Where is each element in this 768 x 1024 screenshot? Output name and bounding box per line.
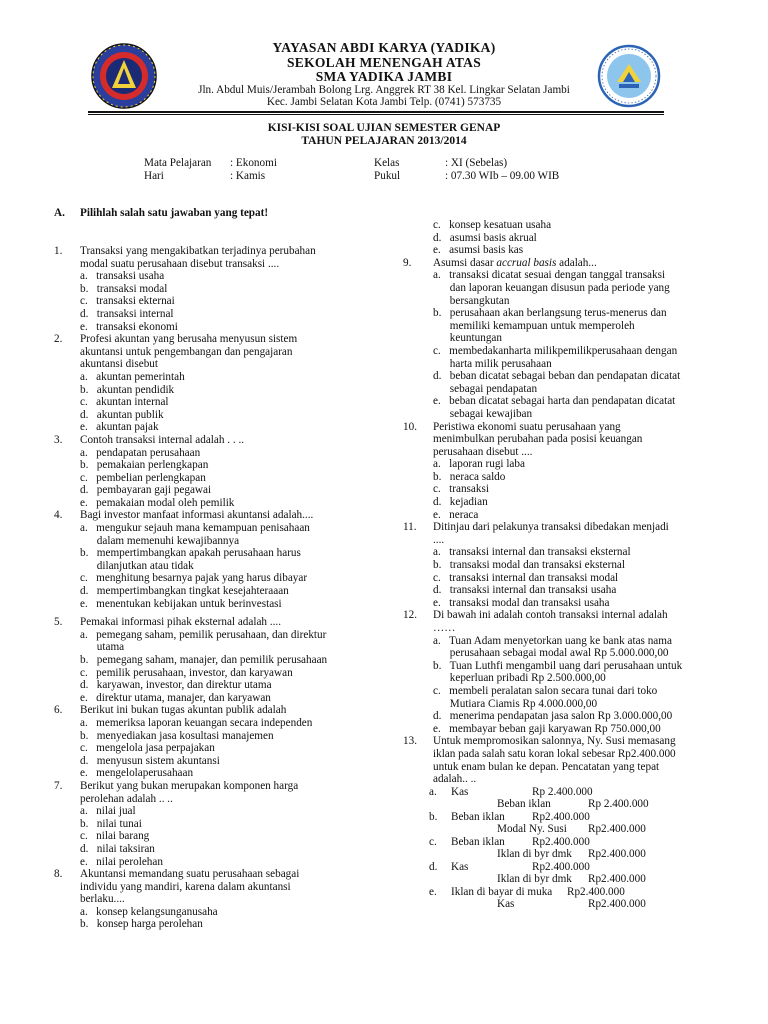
line-text: dan laporan keuangan disusun pada periode yang xyxy=(433,281,670,294)
question-text-line xyxy=(80,371,327,384)
question-text-line xyxy=(433,773,682,786)
line-text: bersangkutan xyxy=(433,294,510,307)
question-stem-line xyxy=(403,521,682,534)
line-text: menimbulkan perubahan pada posisi keuangan xyxy=(433,433,643,446)
question-text-line xyxy=(433,332,682,345)
question-text-line xyxy=(80,459,327,472)
line-text: a. konsep kelangsunganusaha xyxy=(80,905,218,918)
question-text-line xyxy=(80,270,327,283)
question-text-line xyxy=(433,307,682,320)
day-value: : Kamis xyxy=(230,170,266,182)
journal-debit-account: Beban iklan xyxy=(451,811,505,823)
question-text-line xyxy=(80,906,327,919)
line-text: a. mengukur sejauh mana kemampuan penisahaan xyxy=(80,522,310,535)
question-text-line xyxy=(80,629,327,642)
question-text-line xyxy=(433,509,682,522)
journal-credit-account: Beban iklan xyxy=(497,798,551,810)
journal-debit-account: Kas xyxy=(451,861,469,873)
question-text-line xyxy=(433,572,682,585)
question-text-line xyxy=(433,370,682,383)
line-text: sebagai kewajiban xyxy=(433,407,533,420)
question-number: 2. xyxy=(54,333,63,346)
line-text: c. transaksi xyxy=(433,483,489,496)
question-text-line xyxy=(433,282,682,295)
line-text: harta milik perusahaan xyxy=(433,357,552,370)
question-text-line xyxy=(433,483,682,496)
line-text: Berikut ini bukan tugas akuntan publik adalah xyxy=(80,704,287,717)
line-text: d. menerima pendapatan jasa salon Rp 3.000.000,00 xyxy=(433,710,673,723)
line-text: d. asumsi basis akrual xyxy=(433,231,537,244)
school-logo-icon xyxy=(90,42,158,110)
line-text: modal suatu perusahaan disebut transaksi .... xyxy=(80,257,280,270)
question-text-line xyxy=(433,358,682,371)
line-text: e. transaksi modal dan transaksi usaha xyxy=(433,596,610,609)
line-text: a. memeriksa laporan keuangan secara independen xyxy=(80,716,313,729)
question-text-line xyxy=(80,830,327,843)
line-text: perolehan adalah .. .. xyxy=(80,792,173,805)
line-text: e. mengelolaperusahaan xyxy=(80,767,194,780)
line-text: utama xyxy=(80,641,125,654)
question-text-line xyxy=(433,458,682,471)
line-text: d. transaksi internal dan transaksi usaha xyxy=(433,584,617,597)
question-text-line xyxy=(433,433,682,446)
journal-debit-amount: Rp2.400.000 xyxy=(532,811,590,823)
subject-label: Mata Pelajaran xyxy=(144,157,212,169)
line-text: c. akuntan internal xyxy=(80,396,169,409)
line-text: c. pembelian perlengkapan xyxy=(80,471,206,484)
question-text-line xyxy=(433,546,682,559)
journal-debit-amount: Rp2.400.000 xyxy=(532,861,590,873)
question-text-line xyxy=(80,409,327,422)
line-text: b. menyediakan jasa kosultasi manajemen xyxy=(80,729,274,742)
class-label: Kelas xyxy=(374,157,400,169)
journal-option-letter: a. xyxy=(429,786,437,798)
question-stem-line xyxy=(403,609,682,622)
line-text: memiliki kemampuan untuk memperoleh xyxy=(433,319,635,332)
line-text: Di bawah ini adalah contoh transaksi internal adalah xyxy=(433,609,668,622)
question-text-line xyxy=(80,818,327,831)
line-text: b. perusahaan akan berlangsung terus-menerus dan xyxy=(433,307,667,320)
question-text-line xyxy=(433,471,682,484)
line-text: akuntansi untuk pengembangan dan pengajaran xyxy=(80,345,293,358)
question-text-line xyxy=(80,679,327,692)
question-text-line xyxy=(80,755,327,768)
question-text-line xyxy=(433,232,682,245)
line-text: untuk enam bulan ke depan. Pencatatan yang tepat xyxy=(433,760,660,773)
question-text-line xyxy=(80,805,327,818)
document-title: KISI-KISI SOAL UJIAN SEMESTER GENAP xyxy=(267,122,501,134)
question-text-line xyxy=(80,497,327,510)
line-text: perusahaan sebagai modal awal Rp 5.000.000,00 xyxy=(433,647,669,660)
line-text: individu yang mandiri, karena dalam akuntansi xyxy=(80,880,291,893)
question-text-line xyxy=(433,345,682,358)
line-text: b. nilai tunai xyxy=(80,817,142,830)
line-text: Peristiwa ekonomi suatu perusahaan yang xyxy=(433,420,621,433)
question-text-line xyxy=(80,572,327,585)
question-text-line xyxy=(80,585,327,598)
line-text: perusahaan disebut .... xyxy=(433,445,533,458)
question-stem-line xyxy=(54,868,327,881)
line-text: a. akuntan pemerintah xyxy=(80,370,185,383)
question-number: 10. xyxy=(403,420,417,433)
subject-value: : Ekonomi xyxy=(230,157,277,169)
question-text-line xyxy=(80,692,327,705)
question-stem-line xyxy=(403,735,682,748)
line-text: e. beban dicatat sebagai harta dan pendapatan dicatat xyxy=(433,395,676,408)
question-text-line xyxy=(433,723,682,736)
line-text: b. konsep harga perolehan xyxy=(80,918,203,931)
question-text-line xyxy=(433,496,682,509)
line-text: e. direktur utama, manajer, dan karyawan xyxy=(80,691,271,704)
journal-credit-account: Modal Ny. Susi xyxy=(497,823,567,835)
question-text-line xyxy=(80,258,327,271)
question-stem-line xyxy=(403,420,682,434)
question-text-line xyxy=(80,321,327,334)
line-text: berlaku.... xyxy=(80,893,125,906)
questions-right-column xyxy=(403,219,683,786)
question-text-line xyxy=(80,308,327,321)
line-text: b. pemakaian perlengkapan xyxy=(80,459,209,472)
question-text-line xyxy=(433,622,682,635)
line-text: a. pemegang saham, pemilik perusahaan, dan direktur xyxy=(80,628,327,641)
line-text: b. Tuan Luthfi mengambil uang dari perusahaan untuk xyxy=(433,659,683,672)
line-text: akuntansi disebut xyxy=(80,358,158,371)
question-text-line xyxy=(80,881,327,894)
document-subtitle: TAHUN PELAJARAN 2013/2014 xyxy=(301,135,467,147)
question-stem-line xyxy=(54,509,327,522)
line-text: dilanjutkan atau tidak xyxy=(80,559,194,572)
question-number: 9. xyxy=(403,256,412,269)
question-text-line xyxy=(80,667,327,680)
question-stem-line xyxy=(54,779,327,793)
question-text-line xyxy=(80,283,327,296)
class-value: : XI (Sebelas) xyxy=(445,157,508,169)
line-text: Akuntansi memandang suatu perusahaan sebagai xyxy=(80,868,300,881)
question-text-line xyxy=(80,918,327,931)
question-text-line xyxy=(80,654,327,667)
line-text: a. nilai jual xyxy=(80,805,136,818)
question-text-line xyxy=(80,767,327,780)
line-text: e. membayar beban gaji karyawan Rp 750.000,00 xyxy=(433,722,661,735)
line-text: sebagai pendapatan xyxy=(433,382,538,395)
question-text-line xyxy=(80,346,327,359)
question-number: 5. xyxy=(54,616,63,629)
question-text-line xyxy=(433,597,682,610)
question-text-line xyxy=(80,547,327,560)
journal-debit-amount: Rp2.400.000 xyxy=(567,886,625,898)
line-text: d. menyusun sistem akuntansi xyxy=(80,754,220,767)
line-text: e. neraca xyxy=(433,508,479,521)
question-text-line xyxy=(433,534,682,547)
line-text: e. asumsi basis kas xyxy=(433,244,524,257)
question-text-line xyxy=(433,408,682,421)
question-text-line xyxy=(80,843,327,856)
question-text-line xyxy=(433,748,682,761)
question-text-line xyxy=(80,396,327,409)
question-stem-line xyxy=(54,704,327,717)
question-text-line xyxy=(80,742,327,755)
line-text: a. Tuan Adam menyetorkan uang ke bank atas nama xyxy=(433,634,672,647)
question-text-line xyxy=(80,384,327,397)
time-label: Pukul xyxy=(374,170,401,182)
question-text-line xyxy=(433,219,682,232)
question-text-line xyxy=(80,730,327,743)
journal-credit-amount: Rp2.400.000 xyxy=(588,848,646,860)
line-text: d. mempertimbangkan tingkat kesejahteraaan xyxy=(80,585,289,598)
question-text-line xyxy=(433,295,682,308)
question-text-line xyxy=(433,710,682,723)
question-text-line xyxy=(80,717,327,730)
line-text: Mutiara Ciamis Rp 4.000.000,00 xyxy=(433,697,598,710)
line-text: e. nilai perolehan xyxy=(80,855,163,868)
journal-debit-account: Kas xyxy=(451,786,469,798)
line-text: iklan pada salah satu koran lokal sebesar Rp2.400.000 xyxy=(433,747,676,760)
question-number: 8. xyxy=(54,868,63,881)
line-text: Profesi akuntan yang berusaha menyusun sistem xyxy=(80,333,298,346)
question-text-line xyxy=(80,358,327,371)
header-divider xyxy=(88,111,664,113)
line-text: c. transaksi internal dan transaksi modal xyxy=(433,571,619,584)
journal-option-letter: b. xyxy=(429,811,438,823)
line-text: Bagi investor manfaat informasi akuntansi adalah.... xyxy=(80,509,314,522)
question-text-line xyxy=(80,598,327,611)
question-text-line xyxy=(433,635,682,648)
journal-credit-account: Kas xyxy=(497,898,515,910)
journal-debit-account: Beban iklan xyxy=(451,836,505,848)
line-text: d. pembayaran gaji pegawai xyxy=(80,484,212,497)
line-text: b. transaksi modal dan transaksi eksternal xyxy=(433,559,626,572)
question-stem-line xyxy=(403,256,682,270)
section-heading xyxy=(54,207,269,219)
question-text-line xyxy=(433,320,682,333)
line-text: a. pendapatan perusahaan xyxy=(80,446,201,459)
line-text: c. membeli peralatan salon secara tunai dari toko xyxy=(433,684,658,697)
question-text-line xyxy=(433,446,682,459)
question-text-line xyxy=(433,584,682,597)
question-number: 11. xyxy=(403,521,417,534)
question-text-line xyxy=(80,893,327,906)
line-text: dalam memenuhi kewajibannya xyxy=(80,534,240,547)
journal-credit-account: Iklan di byr dmk xyxy=(497,848,572,860)
school-name: SMA YADIKA JAMBI xyxy=(315,69,453,84)
line-text: c. nilai barang xyxy=(80,830,150,843)
journal-credit-account: Iklan di byr dmk xyxy=(497,873,572,885)
question-number: 4. xyxy=(54,509,63,522)
line-text: a. laporan rugi laba xyxy=(433,458,525,471)
line-text: Contoh transaksi internal adalah . . .. xyxy=(80,433,245,446)
time-value: : 07.30 WIb – 09.00 WIB xyxy=(445,170,560,182)
line-text: c. pemilik perusahaan, investor, dan karyawan xyxy=(80,666,293,679)
line-text: adalah.. .. xyxy=(433,773,477,786)
journal-option-letter: c. xyxy=(429,836,437,848)
journal-credit-amount: Rp2.400.000 xyxy=(588,873,646,885)
journal-option-letter: d. xyxy=(429,861,438,873)
section-letter: A. xyxy=(54,207,65,219)
school-type: SEKOLAH MENENGAH ATAS xyxy=(286,55,482,70)
question-text-line xyxy=(80,421,327,434)
day-label: Hari xyxy=(144,170,164,182)
header-divider-thin xyxy=(88,114,664,115)
line-text: d. beban dicatat sebagai beban dan pendapatan dicatat xyxy=(433,370,681,383)
line-text: Asumsi dasar accrual basis adalah... xyxy=(433,256,597,269)
line-text: keuntungan xyxy=(433,332,502,345)
question-text-line xyxy=(433,647,682,660)
question-text-line xyxy=(433,395,682,408)
question-text-line xyxy=(433,559,682,572)
question-text-line xyxy=(433,761,682,774)
line-text: Untuk mempromosikan salonnya, Ny. Susi memasang xyxy=(433,735,676,748)
question-text-line xyxy=(80,522,327,535)
line-text: c. mengelola jasa perpajakan xyxy=(80,742,215,755)
question-stem-line xyxy=(54,333,327,346)
line-text: b. mempertimbangkan apakah perusahaan harus xyxy=(80,547,301,560)
question-text-line xyxy=(433,383,682,396)
line-text: Transaksi yang mengakibatkan terjadinya perubahan xyxy=(80,245,316,257)
line-text: e. transaksi ekonomi xyxy=(80,320,178,333)
journal-debit-amount: Rp 2.400.000 xyxy=(532,786,593,798)
line-text: d. akuntan publik xyxy=(80,408,164,421)
question-text-line xyxy=(80,484,327,497)
line-text: a. transaksi internal dan transaksi eksternal xyxy=(433,546,631,559)
line-text: e. akuntan pajak xyxy=(80,421,159,434)
question-stem-line xyxy=(54,433,327,447)
line-text: c. transaksi ekternai xyxy=(80,295,175,308)
question-number: 12. xyxy=(403,609,417,622)
journal-option-letter: e. xyxy=(429,886,437,898)
question-stem-line xyxy=(54,616,327,629)
question-number: 3. xyxy=(54,433,63,446)
question-text-line xyxy=(80,535,327,548)
line-text: c. konsep kesatuan usaha xyxy=(433,219,552,231)
question-text-line xyxy=(433,672,682,685)
question-stem-line xyxy=(54,245,327,258)
school-address: Jln. Abdul Muis/Jerambah Bolong Lrg. Anggrek RT 38 Kel. Lingkar Selatan Jambi xyxy=(198,84,570,96)
line-text: e. menentukan kebijakan untuk berinvestasi xyxy=(80,597,282,610)
questions-left-column xyxy=(54,245,328,931)
line-text: b. transaksi modal xyxy=(80,282,168,295)
line-text: c. menghitung besarnya pajak yang harus dibayar xyxy=(80,572,308,585)
line-text: b. neraca saldo xyxy=(433,470,506,483)
question-text-line xyxy=(433,660,682,673)
school-address-city: Kec. Jambi Selatan Kota Jambi Telp. (0741) 573735 xyxy=(266,96,502,108)
line-text: d. transaksi internal xyxy=(80,307,174,320)
journal-debit-account: Iklan di bayar di muka xyxy=(451,886,553,898)
question-number: 1. xyxy=(54,245,63,257)
line-text: a. transaksi dicatat sesuai dengan tanggal transaksi xyxy=(433,269,666,282)
question-text-line xyxy=(80,641,327,654)
line-text: e. pemakaian modal oleh pemilik xyxy=(80,496,235,509)
journal-credit-amount: Rp2.400.000 xyxy=(588,823,646,835)
line-text: Ditinjau dari pelakunya transaksi dibedakan menjadi xyxy=(433,521,669,534)
line-text: a. transaksi usaha xyxy=(80,270,165,283)
question-number: 7. xyxy=(54,779,63,792)
line-text: b. pemegang saham, manajer, dan pemilik perusahaan xyxy=(80,654,328,666)
line-text: Pemakai informasi pihak eksternal adalah .... xyxy=(80,616,281,629)
line-text: b. akuntan pendidik xyxy=(80,383,175,396)
question-number: 6. xyxy=(54,704,63,717)
question-text-line xyxy=(80,560,327,573)
line-text: d. kejadian xyxy=(433,496,488,509)
question-number: 13. xyxy=(403,735,417,748)
journal-credit-amount: Rp2.400.000 xyxy=(588,898,646,910)
line-text: …… xyxy=(433,622,456,634)
question-text-line xyxy=(80,447,327,460)
line-text: d. karyawan, investor, dan direktur utama xyxy=(80,679,272,692)
line-text: d. nilai taksiran xyxy=(80,842,155,855)
journal-credit-amount: Rp 2.400.000 xyxy=(588,798,649,810)
line-text: Berikut yang bukan merupakan komponen harga xyxy=(80,779,299,792)
question-text-line xyxy=(433,269,682,282)
section-instruction: Pilihlah salah satu jawaban yang tepat! xyxy=(80,207,269,219)
foundation-name: YAYASAN ABDI KARYA (YADIKA) xyxy=(272,40,496,55)
question-text-line xyxy=(433,685,682,698)
question-text-line xyxy=(80,793,327,806)
question-text-line xyxy=(433,244,682,257)
question-text-line xyxy=(433,698,682,711)
line-text: c. membedakanharta milikpemilikperusahaan dengan xyxy=(433,344,678,357)
line-text: keperluan pribadi Rp 2.500.000,00 xyxy=(433,672,606,685)
journal-debit-amount: Rp2.400.000 xyxy=(532,836,590,848)
question-text-line xyxy=(80,856,327,869)
question-text-line xyxy=(80,472,327,485)
line-text: .... xyxy=(433,533,445,546)
question-text-line xyxy=(80,295,327,308)
